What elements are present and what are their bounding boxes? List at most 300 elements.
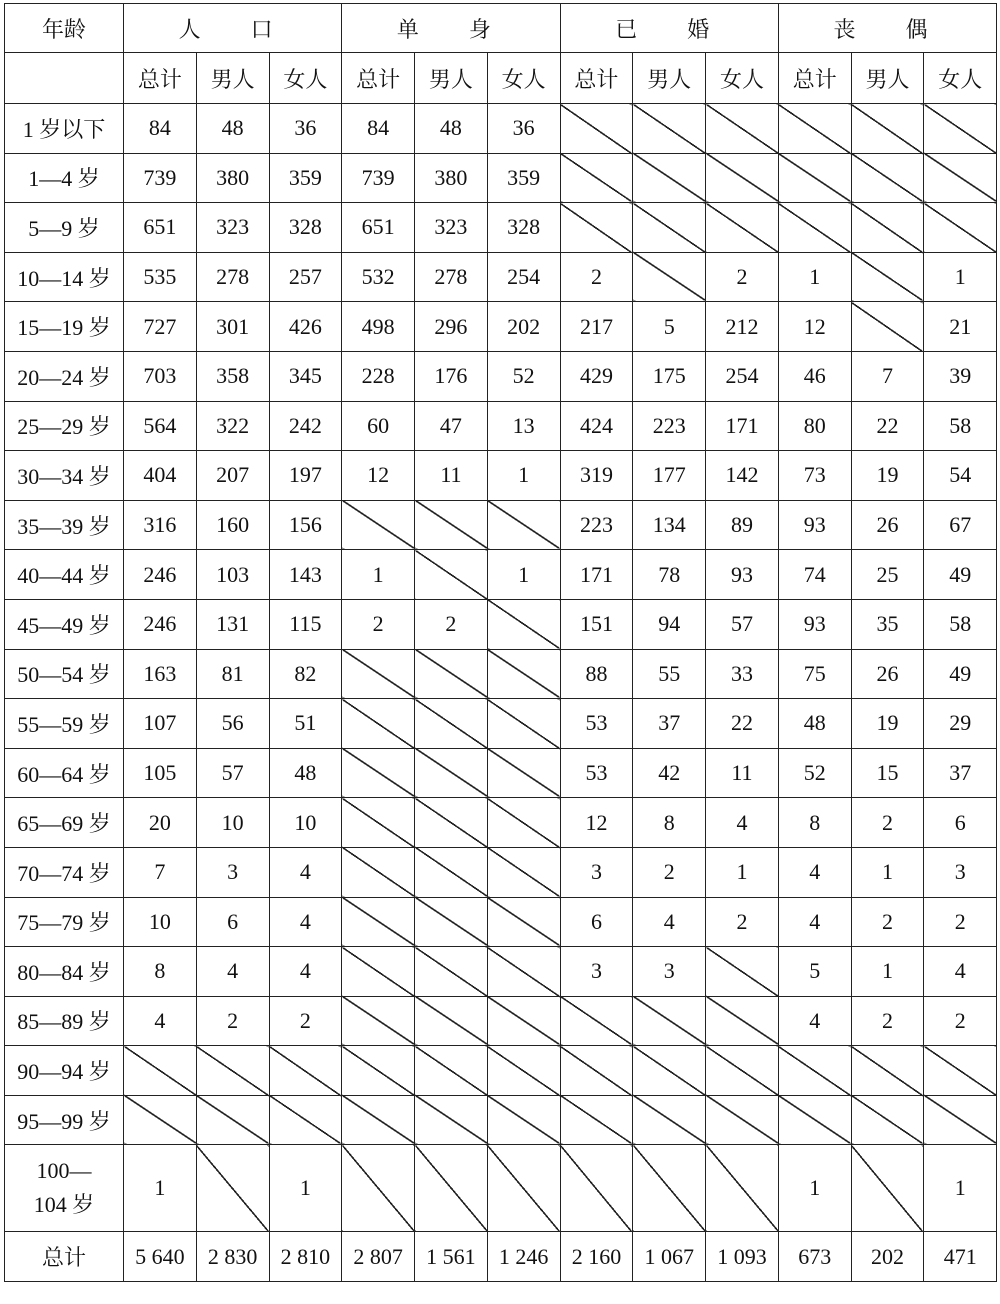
value-cell: 48 bbox=[778, 699, 851, 749]
value-cell: 2 bbox=[924, 897, 997, 947]
age-cell: 10—14 岁 bbox=[5, 252, 124, 302]
empty-cell-slash bbox=[487, 649, 560, 699]
value-cell: 4 bbox=[706, 798, 779, 848]
value-cell: 2 bbox=[269, 996, 342, 1046]
empty-cell-slash bbox=[487, 798, 560, 848]
value-cell: 498 bbox=[342, 302, 415, 352]
group-header-married: 已 婚 bbox=[560, 4, 778, 53]
value-cell: 143 bbox=[269, 550, 342, 600]
value-cell: 739 bbox=[124, 153, 197, 203]
value-cell: 1 bbox=[706, 847, 779, 897]
empty-cell-slash bbox=[778, 203, 851, 253]
value-cell: 48 bbox=[269, 748, 342, 798]
value-cell: 26 bbox=[851, 649, 924, 699]
age-cell: 40—44 岁 bbox=[5, 550, 124, 600]
value-cell: 51 bbox=[269, 699, 342, 749]
value-cell: 1 bbox=[778, 1145, 851, 1232]
value-cell: 12 bbox=[560, 798, 633, 848]
value-cell: 11 bbox=[706, 748, 779, 798]
empty-cell-slash bbox=[706, 1145, 779, 1232]
value-cell: 727 bbox=[124, 302, 197, 352]
value-cell: 4 bbox=[269, 947, 342, 997]
value-cell: 1 bbox=[924, 1145, 997, 1232]
value-cell: 84 bbox=[124, 104, 197, 154]
empty-cell-slash bbox=[342, 1046, 415, 1096]
value-cell: 171 bbox=[560, 550, 633, 600]
value-cell: 94 bbox=[633, 599, 706, 649]
value-cell: 739 bbox=[342, 153, 415, 203]
empty-cell-slash bbox=[487, 996, 560, 1046]
age-cell: 35—39 岁 bbox=[5, 500, 124, 550]
value-cell: 67 bbox=[924, 500, 997, 550]
total-value-cell: 5 640 bbox=[124, 1232, 197, 1282]
table-body bbox=[5, 104, 997, 1232]
value-cell: 4 bbox=[778, 847, 851, 897]
value-cell: 4 bbox=[269, 847, 342, 897]
value-cell: 2 bbox=[415, 599, 488, 649]
value-cell: 1 bbox=[851, 947, 924, 997]
total-value-cell: 1 246 bbox=[487, 1232, 560, 1282]
value-cell: 564 bbox=[124, 401, 197, 451]
value-cell: 4 bbox=[196, 947, 269, 997]
table-row bbox=[5, 252, 997, 302]
table-row bbox=[5, 351, 997, 401]
value-cell: 3 bbox=[633, 947, 706, 997]
value-cell: 2 bbox=[706, 252, 779, 302]
value-cell: 2 bbox=[851, 897, 924, 947]
table-row bbox=[5, 599, 997, 649]
empty-cell-slash bbox=[851, 302, 924, 352]
value-cell: 175 bbox=[633, 351, 706, 401]
value-cell: 89 bbox=[706, 500, 779, 550]
value-cell: 1 bbox=[342, 550, 415, 600]
value-cell: 80 bbox=[778, 401, 851, 451]
empty-cell-slash bbox=[633, 252, 706, 302]
group-header-population: 人 口 bbox=[124, 4, 342, 53]
value-cell: 228 bbox=[342, 351, 415, 401]
empty-cell-slash bbox=[342, 847, 415, 897]
age-cell: 50—54 岁 bbox=[5, 649, 124, 699]
value-cell: 19 bbox=[851, 699, 924, 749]
value-cell: 171 bbox=[706, 401, 779, 451]
sub-header-total: 总计 bbox=[560, 53, 633, 104]
empty-cell-slash bbox=[415, 699, 488, 749]
value-cell: 323 bbox=[196, 203, 269, 253]
value-cell: 242 bbox=[269, 401, 342, 451]
empty-cell-slash bbox=[560, 996, 633, 1046]
value-cell: 2 bbox=[342, 599, 415, 649]
empty-cell-slash bbox=[487, 1095, 560, 1145]
empty-cell-slash bbox=[633, 1145, 706, 1232]
value-cell: 82 bbox=[269, 649, 342, 699]
empty-cell-slash bbox=[415, 798, 488, 848]
empty-cell-slash bbox=[487, 599, 560, 649]
value-cell: 651 bbox=[124, 203, 197, 253]
value-cell: 380 bbox=[415, 153, 488, 203]
value-cell: 4 bbox=[924, 947, 997, 997]
value-cell: 29 bbox=[924, 699, 997, 749]
value-cell: 11 bbox=[415, 451, 488, 501]
value-cell: 52 bbox=[778, 748, 851, 798]
value-cell: 2 bbox=[851, 798, 924, 848]
empty-cell-slash bbox=[196, 1095, 269, 1145]
value-cell: 3 bbox=[196, 847, 269, 897]
value-cell: 3 bbox=[924, 847, 997, 897]
empty-cell-slash bbox=[851, 1095, 924, 1145]
value-cell: 20 bbox=[124, 798, 197, 848]
table-row bbox=[5, 847, 997, 897]
group-header-single: 单 身 bbox=[342, 4, 560, 53]
total-value-cell: 471 bbox=[924, 1232, 997, 1282]
empty-cell-slash bbox=[415, 897, 488, 947]
value-cell: 105 bbox=[124, 748, 197, 798]
value-cell: 1 bbox=[269, 1145, 342, 1232]
empty-cell-slash bbox=[560, 203, 633, 253]
table-row bbox=[5, 104, 997, 154]
empty-cell-slash bbox=[487, 1145, 560, 1232]
value-cell: 246 bbox=[124, 599, 197, 649]
table-row bbox=[5, 203, 997, 253]
value-cell: 53 bbox=[560, 748, 633, 798]
value-cell: 21 bbox=[924, 302, 997, 352]
value-cell: 345 bbox=[269, 351, 342, 401]
value-cell: 703 bbox=[124, 351, 197, 401]
total-value-cell: 1 093 bbox=[706, 1232, 779, 1282]
empty-cell-slash bbox=[851, 153, 924, 203]
table-row bbox=[5, 550, 997, 600]
value-cell: 5 bbox=[633, 302, 706, 352]
empty-cell-slash bbox=[851, 1046, 924, 1096]
value-cell: 301 bbox=[196, 302, 269, 352]
value-cell: 58 bbox=[924, 599, 997, 649]
value-cell: 57 bbox=[706, 599, 779, 649]
value-cell: 177 bbox=[633, 451, 706, 501]
value-cell: 212 bbox=[706, 302, 779, 352]
value-cell: 359 bbox=[269, 153, 342, 203]
empty-cell-slash bbox=[415, 996, 488, 1046]
empty-cell-slash bbox=[415, 947, 488, 997]
value-cell: 37 bbox=[924, 748, 997, 798]
value-cell: 84 bbox=[342, 104, 415, 154]
value-cell: 319 bbox=[560, 451, 633, 501]
value-cell: 10 bbox=[124, 897, 197, 947]
empty-cell-slash bbox=[560, 1095, 633, 1145]
empty-cell-slash bbox=[342, 798, 415, 848]
value-cell: 322 bbox=[196, 401, 269, 451]
value-cell: 103 bbox=[196, 550, 269, 600]
sub-header-women: 女人 bbox=[706, 53, 779, 104]
empty-cell-slash bbox=[124, 1046, 197, 1096]
value-cell: 278 bbox=[196, 252, 269, 302]
value-cell: 4 bbox=[269, 897, 342, 947]
empty-cell-slash bbox=[924, 203, 997, 253]
empty-cell-slash bbox=[269, 1046, 342, 1096]
total-value-cell: 2 160 bbox=[560, 1232, 633, 1282]
empty-cell-slash bbox=[633, 104, 706, 154]
value-cell: 74 bbox=[778, 550, 851, 600]
value-cell: 93 bbox=[778, 500, 851, 550]
age-cell: 60—64 岁 bbox=[5, 748, 124, 798]
age-cell: 1—4 岁 bbox=[5, 153, 124, 203]
value-cell: 4 bbox=[124, 996, 197, 1046]
value-cell: 429 bbox=[560, 351, 633, 401]
table-row bbox=[5, 897, 997, 947]
empty-cell-slash bbox=[560, 1145, 633, 1232]
empty-cell-slash bbox=[924, 1046, 997, 1096]
value-cell: 426 bbox=[269, 302, 342, 352]
value-cell: 535 bbox=[124, 252, 197, 302]
group-header-widowed: 丧 偶 bbox=[778, 4, 996, 53]
value-cell: 35 bbox=[851, 599, 924, 649]
empty-cell-slash bbox=[342, 1145, 415, 1232]
table-row bbox=[5, 699, 997, 749]
table-row bbox=[5, 153, 997, 203]
empty-cell-slash bbox=[706, 947, 779, 997]
age-cell: 80—84 岁 bbox=[5, 947, 124, 997]
empty-cell-slash bbox=[487, 897, 560, 947]
empty-cell-slash bbox=[560, 153, 633, 203]
empty-cell-slash bbox=[706, 104, 779, 154]
value-cell: 1 bbox=[924, 252, 997, 302]
age-cell: 25—29 岁 bbox=[5, 401, 124, 451]
value-cell: 296 bbox=[415, 302, 488, 352]
empty-cell-slash bbox=[633, 153, 706, 203]
value-cell: 49 bbox=[924, 550, 997, 600]
age-cell: 45—49 岁 bbox=[5, 599, 124, 649]
value-cell: 4 bbox=[778, 996, 851, 1046]
table-row bbox=[5, 1046, 997, 1096]
value-cell: 246 bbox=[124, 550, 197, 600]
sub-header-total: 总计 bbox=[342, 53, 415, 104]
empty-cell-slash bbox=[342, 947, 415, 997]
value-cell: 1 bbox=[487, 550, 560, 600]
value-cell: 151 bbox=[560, 599, 633, 649]
total-value-cell: 2 810 bbox=[269, 1232, 342, 1282]
empty-cell-slash bbox=[924, 153, 997, 203]
table-row bbox=[5, 451, 997, 501]
sub-header-women: 女人 bbox=[924, 53, 997, 104]
value-cell: 404 bbox=[124, 451, 197, 501]
header-row-groups bbox=[5, 4, 997, 53]
empty-cell-slash bbox=[706, 1046, 779, 1096]
total-row bbox=[5, 1232, 997, 1282]
value-cell: 56 bbox=[196, 699, 269, 749]
sub-header-men: 男人 bbox=[415, 53, 488, 104]
value-cell: 1 bbox=[487, 451, 560, 501]
empty-cell-slash bbox=[487, 847, 560, 897]
value-cell: 651 bbox=[342, 203, 415, 253]
value-cell: 134 bbox=[633, 500, 706, 550]
value-cell: 8 bbox=[633, 798, 706, 848]
empty-cell-slash bbox=[560, 1046, 633, 1096]
value-cell: 156 bbox=[269, 500, 342, 550]
value-cell: 78 bbox=[633, 550, 706, 600]
total-value-cell: 2 830 bbox=[196, 1232, 269, 1282]
value-cell: 131 bbox=[196, 599, 269, 649]
total-value-cell: 202 bbox=[851, 1232, 924, 1282]
table-row bbox=[5, 302, 997, 352]
empty-cell-slash bbox=[415, 500, 488, 550]
value-cell: 81 bbox=[196, 649, 269, 699]
age-cell: 20—24 岁 bbox=[5, 351, 124, 401]
total-value-cell: 1 561 bbox=[415, 1232, 488, 1282]
empty-cell-slash bbox=[124, 1095, 197, 1145]
value-cell: 207 bbox=[196, 451, 269, 501]
age-header: 年龄 bbox=[5, 4, 124, 53]
sub-header-men: 男人 bbox=[633, 53, 706, 104]
value-cell: 1 bbox=[778, 252, 851, 302]
value-cell: 316 bbox=[124, 500, 197, 550]
total-value-cell: 2 807 bbox=[342, 1232, 415, 1282]
age-header-blank bbox=[5, 53, 124, 104]
table-row bbox=[5, 1145, 997, 1232]
age-cell: 30—34 岁 bbox=[5, 451, 124, 501]
empty-cell-slash bbox=[778, 1095, 851, 1145]
table-row bbox=[5, 947, 997, 997]
value-cell: 88 bbox=[560, 649, 633, 699]
value-cell: 5 bbox=[778, 947, 851, 997]
empty-cell-slash bbox=[633, 1095, 706, 1145]
value-cell: 48 bbox=[196, 104, 269, 154]
value-cell: 532 bbox=[342, 252, 415, 302]
value-cell: 217 bbox=[560, 302, 633, 352]
empty-cell-slash bbox=[342, 1095, 415, 1145]
table-row bbox=[5, 798, 997, 848]
total-label: 总计 bbox=[5, 1232, 124, 1282]
value-cell: 358 bbox=[196, 351, 269, 401]
total-value-cell: 1 067 bbox=[633, 1232, 706, 1282]
value-cell: 160 bbox=[196, 500, 269, 550]
value-cell: 46 bbox=[778, 351, 851, 401]
value-cell: 93 bbox=[706, 550, 779, 600]
value-cell: 6 bbox=[924, 798, 997, 848]
value-cell: 10 bbox=[196, 798, 269, 848]
sub-header-men: 男人 bbox=[851, 53, 924, 104]
value-cell: 19 bbox=[851, 451, 924, 501]
value-cell: 176 bbox=[415, 351, 488, 401]
value-cell: 75 bbox=[778, 649, 851, 699]
age-cell: 5—9 岁 bbox=[5, 203, 124, 253]
header-row-sub bbox=[5, 53, 997, 104]
empty-cell-slash bbox=[706, 996, 779, 1046]
empty-cell-slash bbox=[415, 550, 488, 600]
table-row bbox=[5, 996, 997, 1046]
age-cell: 100— 104 岁 bbox=[5, 1145, 124, 1232]
sub-header-total: 总计 bbox=[124, 53, 197, 104]
value-cell: 52 bbox=[487, 351, 560, 401]
value-cell: 323 bbox=[415, 203, 488, 253]
value-cell: 328 bbox=[487, 203, 560, 253]
age-cell: 90—94 岁 bbox=[5, 1046, 124, 1096]
value-cell: 380 bbox=[196, 153, 269, 203]
empty-cell-slash bbox=[415, 649, 488, 699]
empty-cell-slash bbox=[778, 104, 851, 154]
value-cell: 10 bbox=[269, 798, 342, 848]
empty-cell-slash bbox=[342, 748, 415, 798]
sub-header-women: 女人 bbox=[269, 53, 342, 104]
value-cell: 2 bbox=[851, 996, 924, 1046]
value-cell: 53 bbox=[560, 699, 633, 749]
total-value-cell: 673 bbox=[778, 1232, 851, 1282]
value-cell: 2 bbox=[633, 847, 706, 897]
value-cell: 359 bbox=[487, 153, 560, 203]
table-row bbox=[5, 401, 997, 451]
age-cell: 15—19 岁 bbox=[5, 302, 124, 352]
census-table bbox=[4, 3, 997, 1282]
value-cell: 223 bbox=[560, 500, 633, 550]
empty-cell-slash bbox=[487, 699, 560, 749]
value-cell: 7 bbox=[124, 847, 197, 897]
value-cell: 26 bbox=[851, 500, 924, 550]
empty-cell-slash bbox=[342, 897, 415, 947]
empty-cell-slash bbox=[851, 252, 924, 302]
value-cell: 36 bbox=[487, 104, 560, 154]
empty-cell-slash bbox=[487, 1046, 560, 1096]
empty-cell-slash bbox=[415, 748, 488, 798]
empty-cell-slash bbox=[415, 847, 488, 897]
value-cell: 58 bbox=[924, 401, 997, 451]
value-cell: 202 bbox=[487, 302, 560, 352]
value-cell: 223 bbox=[633, 401, 706, 451]
empty-cell-slash bbox=[269, 1095, 342, 1145]
empty-cell-slash bbox=[487, 500, 560, 550]
empty-cell-slash bbox=[487, 947, 560, 997]
value-cell: 54 bbox=[924, 451, 997, 501]
empty-cell-slash bbox=[342, 649, 415, 699]
value-cell: 8 bbox=[124, 947, 197, 997]
empty-cell-slash bbox=[778, 153, 851, 203]
value-cell: 42 bbox=[633, 748, 706, 798]
value-cell: 257 bbox=[269, 252, 342, 302]
value-cell: 254 bbox=[487, 252, 560, 302]
empty-cell-slash bbox=[560, 104, 633, 154]
empty-cell-slash bbox=[633, 996, 706, 1046]
value-cell: 33 bbox=[706, 649, 779, 699]
age-cell: 95—99 岁 bbox=[5, 1095, 124, 1145]
value-cell: 2 bbox=[196, 996, 269, 1046]
empty-cell-slash bbox=[778, 1046, 851, 1096]
empty-cell-slash bbox=[633, 203, 706, 253]
sub-header-total: 总计 bbox=[778, 53, 851, 104]
empty-cell-slash bbox=[342, 500, 415, 550]
empty-cell-slash bbox=[851, 104, 924, 154]
value-cell: 4 bbox=[778, 897, 851, 947]
empty-cell-slash bbox=[342, 699, 415, 749]
value-cell: 8 bbox=[778, 798, 851, 848]
table-row bbox=[5, 748, 997, 798]
value-cell: 12 bbox=[342, 451, 415, 501]
value-cell: 25 bbox=[851, 550, 924, 600]
empty-cell-slash bbox=[415, 1046, 488, 1096]
value-cell: 93 bbox=[778, 599, 851, 649]
value-cell: 22 bbox=[851, 401, 924, 451]
table-row bbox=[5, 1095, 997, 1145]
value-cell: 55 bbox=[633, 649, 706, 699]
value-cell: 1 bbox=[851, 847, 924, 897]
value-cell: 3 bbox=[560, 947, 633, 997]
value-cell: 1 bbox=[124, 1145, 197, 1232]
empty-cell-slash bbox=[415, 1095, 488, 1145]
value-cell: 60 bbox=[342, 401, 415, 451]
value-cell: 2 bbox=[706, 897, 779, 947]
value-cell: 7 bbox=[851, 351, 924, 401]
age-cell: 55—59 岁 bbox=[5, 699, 124, 749]
empty-cell-slash bbox=[342, 996, 415, 1046]
value-cell: 3 bbox=[560, 847, 633, 897]
value-cell: 57 bbox=[196, 748, 269, 798]
value-cell: 36 bbox=[269, 104, 342, 154]
value-cell: 6 bbox=[196, 897, 269, 947]
